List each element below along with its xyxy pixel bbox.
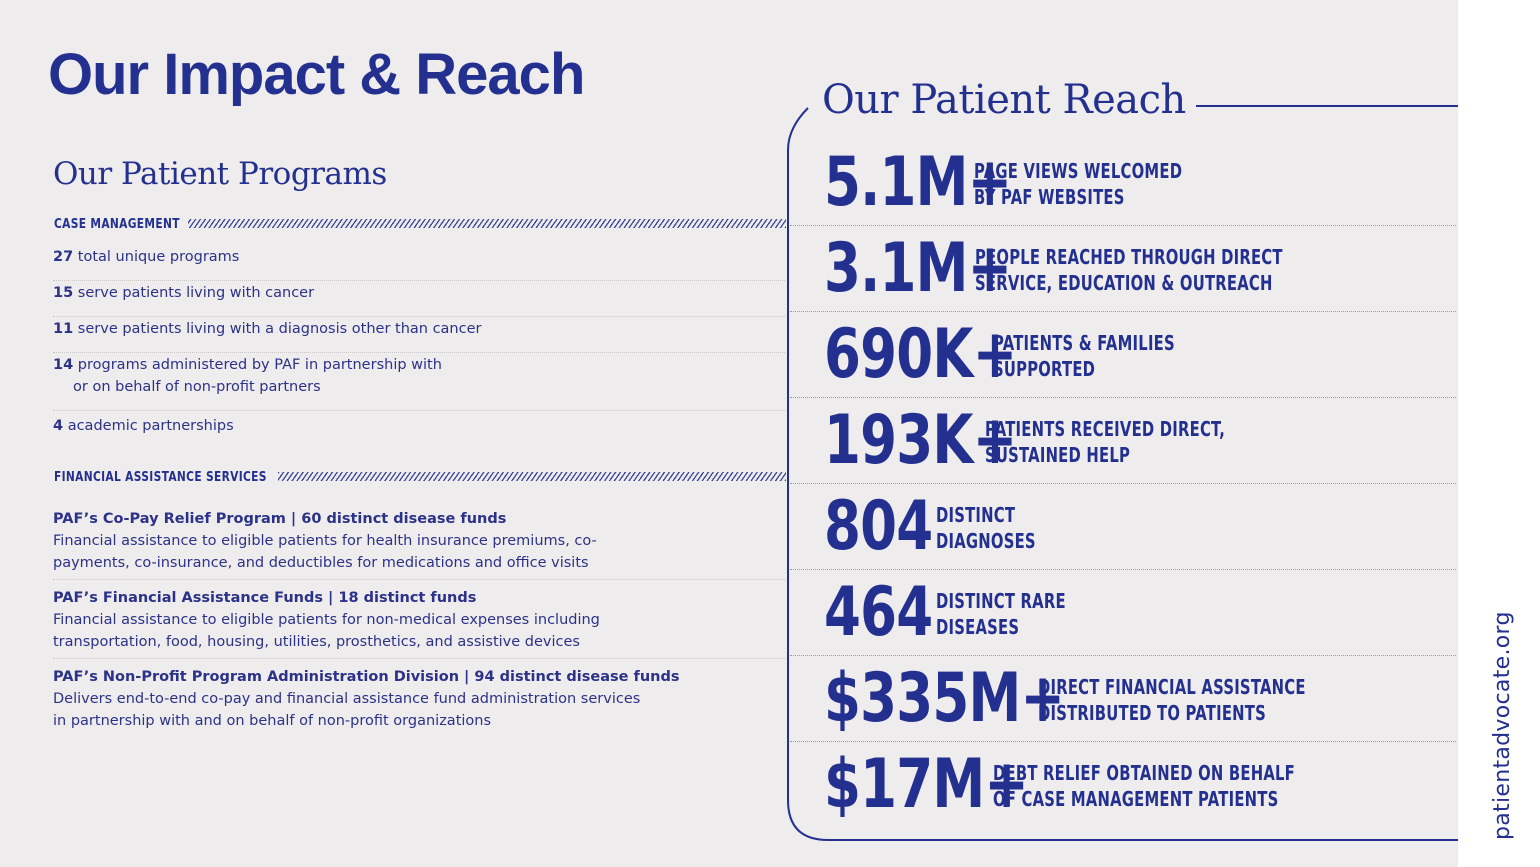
- item-number: 14: [53, 357, 74, 373]
- stat-description-line: PEOPLE REACHED THROUGH DIRECT: [975, 245, 1283, 269]
- item-text: serve patients living with a diagnosis other than cancer: [73, 321, 482, 337]
- item-text-continued: or on behalf of non-profit partners: [73, 379, 321, 395]
- page-title: Our Impact & Reach: [48, 42, 585, 107]
- stat-description-line: DIRECT FINANCIAL ASSISTANCE: [1038, 675, 1306, 699]
- stat-description: [1038, 674, 1306, 726]
- stat-value: 690K+: [824, 315, 1017, 394]
- item-description: Delivers end-to-end co-pay and financial assistance fund administration services in partnership with and on behalf of non-profit organizations: [53, 691, 641, 729]
- item-title: PAF’s Financial Assistance Funds | 18 distinct funds: [53, 590, 477, 606]
- stat-value: 5.1M+: [824, 143, 1012, 222]
- website-url: patientadvocate.org: [1490, 611, 1515, 840]
- stat-row: [824, 398, 1456, 484]
- stat-description: [993, 760, 1295, 812]
- stat-value: $17M+: [824, 745, 1029, 824]
- stat-row: [824, 140, 1456, 226]
- stat-description-line: PATIENTS & FAMILIES: [993, 331, 1175, 355]
- stat-description-line: SUSTAINED HELP: [985, 443, 1131, 467]
- stat-row: [824, 226, 1456, 312]
- item-number: 27: [53, 249, 74, 265]
- stat-row: [824, 742, 1456, 828]
- stat-description-line: PATIENTS RECEIVED DIRECT,: [985, 417, 1226, 441]
- stat-description-line: DISEASES: [936, 615, 1020, 639]
- stat-description-line: PAGE VIEWS WELCOMED: [974, 159, 1183, 183]
- stat-row: [824, 570, 1456, 656]
- stat-value: 193K+: [824, 401, 1017, 480]
- stat-description-line: DEBT RELIEF OBTAINED ON BEHALF: [993, 761, 1296, 785]
- item-description: Financial assistance to eligible patients for non-medical expenses including transportation, food, housing, utilities, prosthetics, and assistive devices: [53, 612, 600, 650]
- stat-description-line: DISTRIBUTED TO PATIENTS: [1038, 701, 1266, 725]
- stat-description-line: SUPPORTED: [993, 357, 1096, 381]
- reach-heading: Our Patient Reach: [822, 77, 1186, 123]
- case-management-label: CASE MANAGEMENT: [54, 216, 180, 232]
- item-number: 4: [53, 418, 64, 434]
- item-text: serve patients living with cancer: [73, 285, 315, 301]
- stat-description-line: BY PAF WEBSITES: [974, 185, 1125, 209]
- stat-description-line: DISTINCT: [936, 503, 1016, 527]
- stat-description-line: SERVICE, EDUCATION & OUTREACH: [975, 271, 1273, 295]
- stat-value: $335M+: [824, 659, 1065, 738]
- item-text: total unique programs: [73, 249, 240, 265]
- item-number: 15: [53, 285, 74, 301]
- stat-value: 464: [824, 573, 933, 652]
- stat-description: [975, 244, 1283, 296]
- stat-row: [824, 656, 1456, 742]
- item-text: academic partnerships: [63, 418, 234, 434]
- item-description: Financial assistance to eligible patients for health insurance premiums, co-payments, co-insurance, and deductibles for medications and office visits: [53, 533, 597, 571]
- stat-description: [974, 158, 1182, 210]
- stat-description: [936, 588, 1066, 640]
- stat-value: 804: [824, 487, 933, 566]
- item-text: programs administered by PAF in partnership with: [73, 357, 442, 373]
- stat-description-line: DISTINCT RARE: [936, 589, 1066, 613]
- stat-description: [936, 502, 1036, 554]
- stat-description-line: DIAGNOSES: [936, 529, 1036, 553]
- stat-row: [824, 484, 1456, 570]
- stat-row: [824, 312, 1456, 398]
- item-title: PAF’s Co-Pay Relief Program | 60 distinct disease funds: [53, 511, 507, 527]
- stat-description: [985, 416, 1225, 468]
- item-title: PAF’s Non-Profit Program Administration Division | 94 distinct disease funds: [53, 669, 680, 685]
- item-number: 11: [53, 321, 74, 337]
- stat-description: [993, 330, 1175, 382]
- stat-description-line: OF CASE MANAGEMENT PATIENTS: [993, 787, 1279, 811]
- financial-assistance-label: FINANCIAL ASSISTANCE SERVICES: [54, 469, 267, 485]
- stat-value: 3.1M+: [824, 229, 1012, 308]
- programs-heading: Our Patient Programs: [53, 156, 387, 192]
